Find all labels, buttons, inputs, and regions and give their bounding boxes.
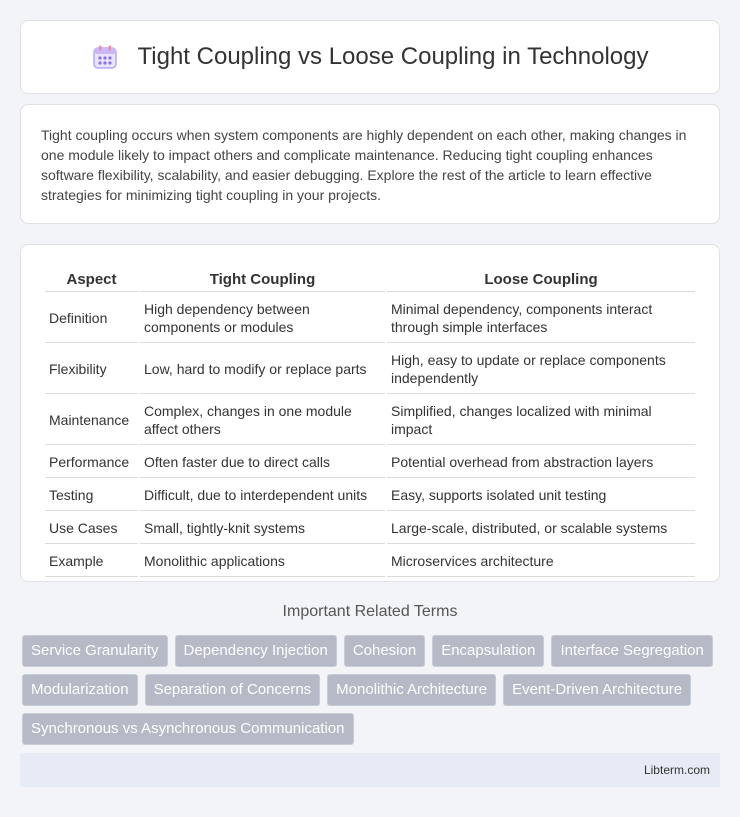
table-cell-tight: Often faster due to direct calls — [140, 447, 385, 478]
table-row — [45, 345, 695, 394]
table-cell-loose: Easy, supports isolated unit testing — [387, 480, 695, 511]
table-header-row — [45, 267, 695, 292]
calendar-grid-icon — [92, 44, 118, 70]
tag-service-granularity[interactable]: Service Granularity — [22, 635, 168, 667]
table-row — [45, 447, 695, 478]
table-cell-loose: Microservices architecture — [387, 546, 695, 577]
comparison-table — [43, 265, 697, 579]
table-cell-aspect: Performance — [45, 447, 138, 478]
table-cell-aspect: Use Cases — [45, 513, 138, 544]
tag-dependency-injection[interactable]: Dependency Injection — [175, 635, 337, 667]
related-terms-title: Important Related Terms — [282, 603, 458, 620]
related-terms-tags — [22, 635, 722, 745]
header-tight-coupling: Tight Coupling — [140, 267, 385, 292]
tag-separation-of-concerns[interactable]: Separation of Concerns — [145, 674, 321, 706]
tag-sync-vs-async-communication[interactable]: Synchronous vs Asynchronous Communication — [22, 713, 354, 745]
table-cell-tight: Complex, changes in one module affect others — [140, 396, 385, 445]
table-row — [45, 294, 695, 343]
intro-card — [20, 104, 720, 224]
table-cell-loose: High, easy to update or replace components independently — [387, 345, 695, 394]
table-cell-tight: Monolithic applications — [140, 546, 385, 577]
title-card — [20, 20, 720, 94]
table-cell-tight: Small, tightly-knit systems — [140, 513, 385, 544]
tag-event-driven-architecture[interactable]: Event-Driven Architecture — [503, 674, 691, 706]
table-cell-tight: Low, hard to modify or replace parts — [140, 345, 385, 394]
table-cell-aspect: Maintenance — [45, 396, 138, 445]
table-row — [45, 513, 695, 544]
tag-interface-segregation[interactable]: Interface Segregation — [551, 635, 712, 667]
page-title: Tight Coupling vs Loose Coupling in Technology — [137, 43, 649, 70]
table-cell-loose: Minimal dependency, components interact through simple interfaces — [387, 294, 695, 343]
table-cell-aspect: Definition — [45, 294, 138, 343]
table-row — [45, 546, 695, 577]
table-cell-aspect: Testing — [45, 480, 138, 511]
table-cell-aspect: Example — [45, 546, 138, 577]
table-cell-aspect: Flexibility — [45, 345, 138, 394]
table-cell-loose: Simplified, changes localized with minimal impact — [387, 396, 695, 445]
table-cell-tight: High dependency between components or modules — [140, 294, 385, 343]
header-aspect: Aspect — [45, 267, 138, 292]
table-row — [45, 396, 695, 445]
tag-monolithic-architecture[interactable]: Monolithic Architecture — [327, 674, 496, 706]
tag-encapsulation[interactable]: Encapsulation — [432, 635, 544, 667]
table-cell-tight: Difficult, due to interdependent units — [140, 480, 385, 511]
table-cell-loose: Potential overhead from abstraction layers — [387, 447, 695, 478]
comparison-table-card — [20, 244, 720, 582]
footer-brand-link[interactable]: Libterm.com — [643, 763, 710, 777]
tag-cohesion[interactable]: Cohesion — [344, 635, 425, 667]
table-cell-loose: Large-scale, distributed, or scalable systems — [387, 513, 695, 544]
intro-text: Tight coupling occurs when system components are highly dependent on each other, making changes in one module likely to impact others and complicate maintenance. Reducing tight coupling enhances software flexibility, scalability, and easier debugging. Explore the rest of the article to learn effective strategies for minimizing tight coupling in your projects. — [41, 127, 687, 203]
header-loose-coupling: Loose Coupling — [387, 267, 695, 292]
tag-modularization[interactable]: Modularization — [22, 674, 138, 706]
footer — [20, 753, 720, 787]
table-row — [45, 480, 695, 511]
